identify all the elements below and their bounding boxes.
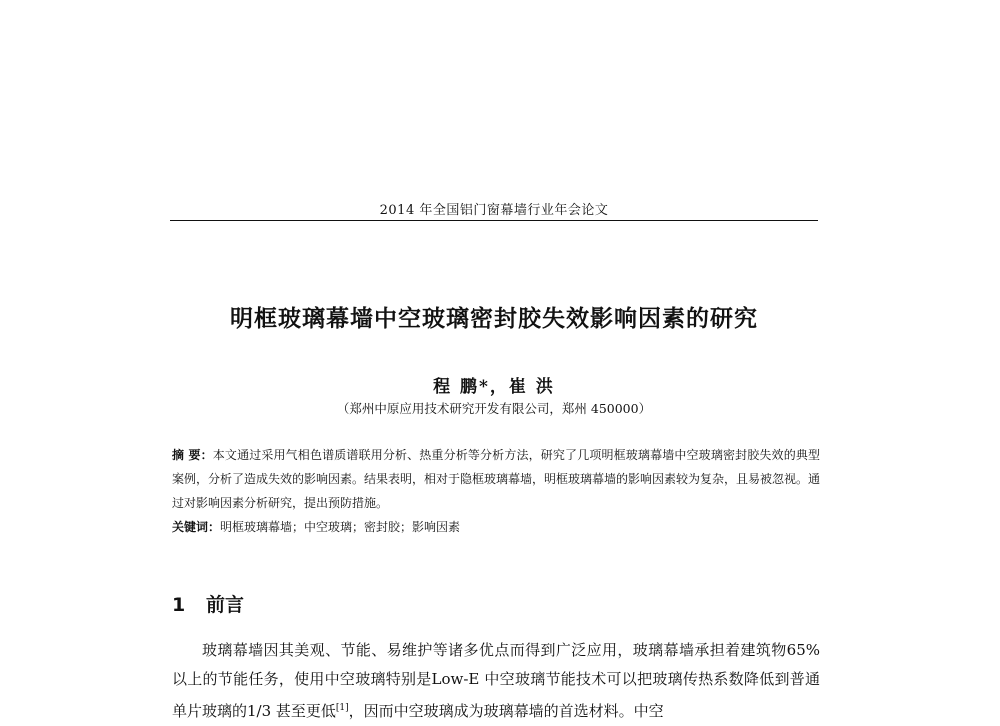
keywords-label: 关键词： [172, 520, 221, 534]
affiliation: （郑州中原应用技术研究开发有限公司，郑州 450000） [336, 401, 652, 416]
citation-ref: [1] [335, 703, 349, 713]
body-paragraph [172, 636, 820, 726]
paragraph-text-1: 玻璃幕墙因其美观、节能、易维护等诸多优点而得到广泛应用，玻璃幕墙承担着建筑物65%以上的节能任务，使用中空玻璃特别是Low-E 中空玻璃节能技术可以把玻璃传热系数降低到普通单片玻璃的1/3 甚至更低 [172, 641, 820, 720]
paragraph-text-2: ，因而中空玻璃成为玻璃幕墙的首选材料。中空 [348, 702, 664, 720]
abstract-label: 摘 要： [172, 448, 213, 462]
keywords [172, 517, 820, 537]
section-number: 1 [172, 594, 186, 616]
section-title: 前言 [206, 594, 245, 616]
running-header: 2014 年全国铝门窗幕墙行业年会论文 [379, 203, 609, 218]
section-heading [172, 590, 472, 617]
header-rule [170, 220, 818, 221]
abstract-text: 本文通过采用气相色谱质谱联用分析、热重分析等分析方法，研究了几项明框玻璃幕墙中空玻璃密封胶失效的典型案例，分析了造成失效的影响因素。结果表明，相对于隐框玻璃幕墙，明框玻璃幕墙的影响因素较为复杂，且易被忽视。通过对影响因素分析研究，提出预防措施。 [172, 448, 821, 510]
abstract [172, 443, 820, 515]
paper-title: 明框玻璃幕墙中空玻璃密封胶失效影响因素的研究 [230, 306, 758, 332]
authors: 程 鹏*，崔 洪 [433, 377, 555, 397]
keywords-text: 明框玻璃幕墙；中空玻璃；密封胶；影响因素 [220, 520, 461, 534]
